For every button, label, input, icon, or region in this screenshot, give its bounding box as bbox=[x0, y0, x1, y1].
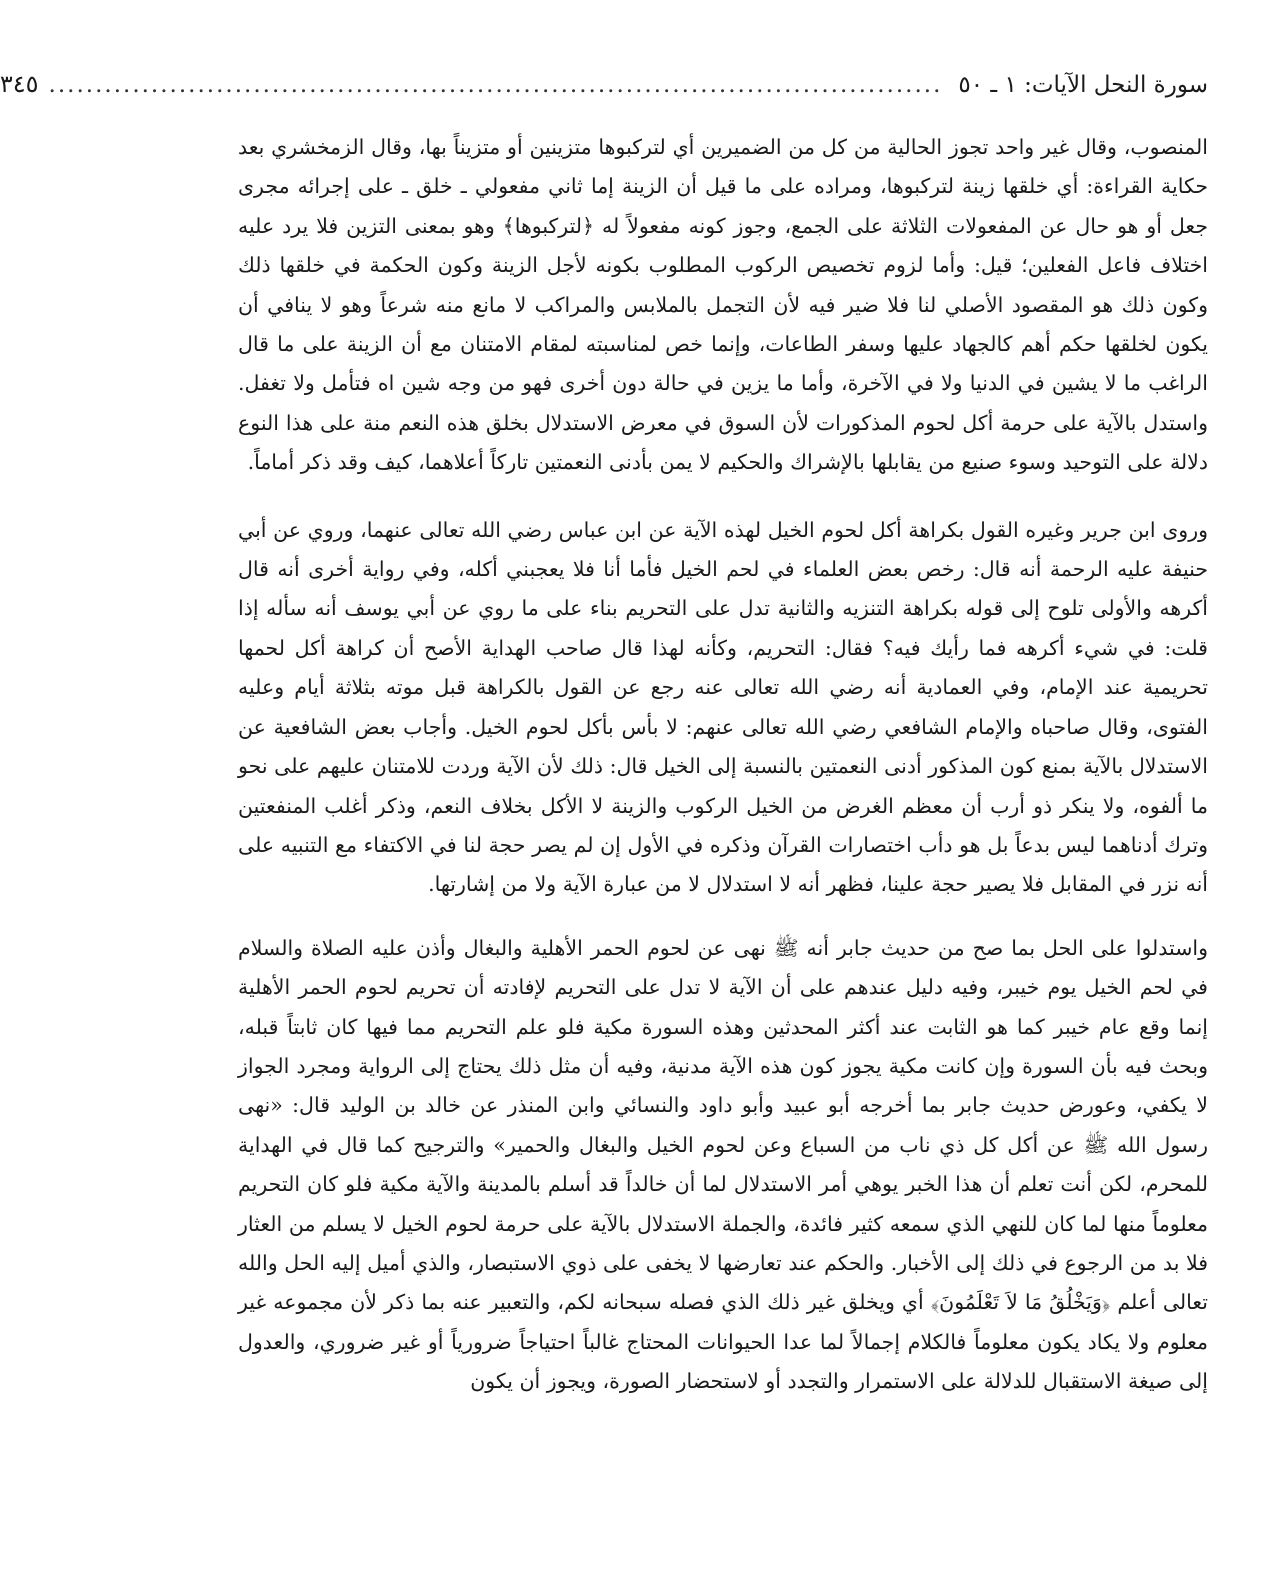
body-paragraph: واستدلوا على الحل بما صح من حديث جابر أنه ﷺ نهى عن لحوم الحمر الأهلية والبغال وأذن عليه الصلاة والسلام في لحم الخيل يوم خيبر، وفيه دليل عندهم على أن الآية لا تدل على التحريم لإفادته أن تحريم لحوم الحمر الأهلية إنما وقع عام خيبر كما هو الثابت عند أكثر المحدثين وهذه السورة مكية فلو علم التحريم مما فيها كان ثابتاً قبله، وبحث فيه بأن السورة وإن كانت مكية يجوز كون هذه الآية مدنية، وفيه أن مثل ذلك يحتاج إلى الرواية ومجرد الجواز لا يكفي، وعورض حديث جابر بما أخرجه أبو عبيد وأبو داود والنسائي وابن المنذر عن خالد بن الوليد قال: «نهى رسول الله ﷺ عن أكل كل ذي ناب من السباع وعن لحوم الخيل والبغال والحمير» والترجيح كما قال في الهداية للمحرم، لكن أنت تعلم أن هذا الخبر يوهي أمر الاستدلال لما أن خالداً قد أسلم بالمدينة والآية مكية فلو كان التحريم معلوماً منها لما كان للنهي الذي سمعه كثير فائدة، والجملة الاستدلال بالآية على حرمة لحوم الخيل لا يسلم من العثار فلا بد من الرجوع في ذلك إلى الأخبار. والحكم عند تعارضها لا يخفى على ذوي الاستبصار، والذي أميل إليه الحل والله تعالى أعلم ﴿وَيَخْلُقُ مَا لاَ تَعْلَمُونَ﴾ أي ويخلق غير ذلك الذي فصله سبحانه لكم، والتعبير عنه بما ذكر لأن مجموعه غير معلوم ولا يكاد يكون معلوماً فالكلام إجمالاً لما عدا الحيوانات المحتاج غالباً احتياجاً ضرورياً أو غير ضروري، والعدول إلى صيغة الاستقبال للدلالة على الاستمرار والتجدد أو لاستحضار الصورة، ويجوز أن يكون bbox=[238, 935, 1208, 1394]
running-header bbox=[0, 70, 1208, 110]
body-paragraph: وروى ابن جرير وغيره القول بكراهة أكل لحوم الخيل لهذه الآية عن ابن عباس رضي الله تعالى عنهما، وروي عن أبي حنيفة عليه الرحمة أنه قال: رخص بعض العلماء في لحم الخيل فأما أنا فلا يعجبني أكله، وفي رواية أخرى أنه قال أكرهه والأولى تلوح إلى قوله بكراهة التنزيه والثانية تدل على التحريم بناء على ما روي عن أبي يوسف أنه سأله إذا قلت: في شيء أكرهه فما رأيك فيه؟ فقال: التحريم، وكأنه لهذا قال صاحب الهداية الأصح أن كراهة أكل لحمها تحريمية عند الإمام، وفي العمادية أنه رضي الله تعالى عنه رجع عن القول بالكراهة قبل موته بثلاثة أيام وعليه الفتوى، وقال صاحباه والإمام الشافعي رضي الله تعالى عنهم: لا بأس بأكل لحوم الخيل. وأجاب بعض الشافعية عن الاستدلال بالآية بمنع كون المذكور أدنى النعمتين بالنسبة إلى الخيل قال: ذلك لأن الآية وردت للامتنان عليهم على نحو ما ألفوه، ولا ينكر ذو أرب أن معظم الغرض من الخيل الركوب والزينة لا الأكل بخلاف النعم، وذكر أغلب المنفعتين وترك أدناهما ليس بدعاً بل هو دأب اختصارات القرآن وذكره في الأول إن لم يصر حجة لنا في الاكتفاء مع التنبيه على أنه نزر في المقابل فلا يصير حجة علينا، فظهر أنه لا استدلال لا من عبارة الآية ولا من إشارتها. bbox=[238, 517, 1208, 897]
running-header-title: سورة النحل الآيات: ١ ـ ٥٠ bbox=[958, 72, 1208, 98]
body-paragraph: المنصوب، وقال غير واحد تجوز الحالية من كل من الضميرين أي لتركبوها متزينين أو متزيناً بها، وقال الزمخشري بعد حكاية القراءة: أي خلقها زينة لتركبوها، ومراده على ما قيل أن الزينة إما ثاني مفعولي ـ خلق ـ على إجرائه مجرى جعل أو هو حال عن المفعولات الثلاثة على الجمع، وجوز كونه مفعولاً له ﴿لتركبوها﴾ وهو بمعنى التزين فلا يرد عليه اختلاف فاعل الفعلين؛ قيل: وأما لزوم تخصيص الركوب المطلوب بكونه لأجل الزينة وكون الحكمة في خلقها ذلك وكون ذلك هو المقصود الأصلي لنا فلا ضير فيه لأن التجمل بالملابس والمراكب لا مانع منه شرعاً وهو لا ينافي أن يكون لخلقها حكم أهم كالجهاد عليها وسفر الطاعات، وإنما خص لمناسبته لمقام الامتنان مع أن الزينة على ما قال الراغب ما لا يشين في الدنيا ولا في الآخرة، وأما ما يزين في حالة دون أخرى فهو من وجه شين اه فتأمل ولا تغفل. واستدل بالآية على حرمة أكل لحوم المذكورات لأن السوق في معرض الاستدلال بخلق هذه النعم منة على هذا النوع دلالة على التوحيد وسوء صنيع من يقابلها بالإشراك والحكيم لا يمن بأدنى النعمتين تاركاً أعلاهما، كيف وقد ذكر أماماً. bbox=[238, 135, 1208, 475]
header-leader-dots: ................................................................................................ bbox=[48, 72, 943, 98]
page-number: ٣٤٥ bbox=[0, 70, 39, 98]
